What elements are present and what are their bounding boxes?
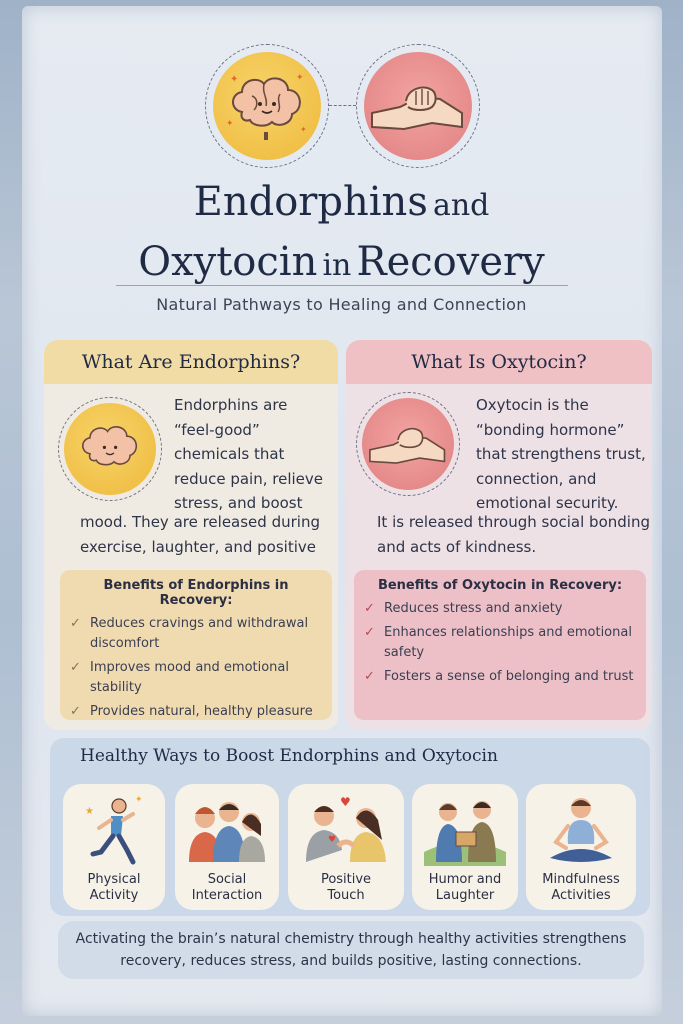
list-item xyxy=(364,599,636,619)
title-word: Endorphins xyxy=(193,179,428,225)
brain-icon xyxy=(58,397,162,501)
benefit-text: Improves mood and emotional stability xyxy=(90,660,289,695)
svg-text:✦: ✦ xyxy=(300,125,307,134)
benefits-title: Benefits of Oxytocin in Recovery: xyxy=(377,578,623,593)
oxytocin-heading: What Is Oxytocin? xyxy=(346,340,652,384)
list-item xyxy=(364,623,636,663)
oxytocin-description: Oxytocin is the “bonding hormone” that strengthens trust, connection, and emotional security. xyxy=(476,396,646,512)
activity-card-social xyxy=(175,784,279,910)
check-icon: ✓ xyxy=(70,616,81,631)
title-word: and xyxy=(432,188,490,223)
svg-text:✦: ✦ xyxy=(230,74,239,85)
activity-label: Physical Activity xyxy=(87,872,141,903)
hero-icons xyxy=(0,44,683,174)
meditation-icon xyxy=(538,792,624,868)
oxytocin-benefits xyxy=(354,570,646,720)
activity-card-touch xyxy=(288,784,404,910)
activity-label: Mindfulness Activities xyxy=(542,872,620,903)
title-word: Oxytocin xyxy=(138,239,318,285)
connector-line xyxy=(329,105,356,106)
brain-icon xyxy=(205,44,329,168)
handshake-icon xyxy=(356,392,460,496)
svg-text:♥: ♥ xyxy=(340,795,351,809)
benefit-text: Provides natural, healthy pleasure xyxy=(90,704,313,719)
list-item xyxy=(70,658,322,698)
divider xyxy=(116,285,568,286)
check-icon: ✓ xyxy=(364,669,375,684)
running-person-icon xyxy=(79,792,149,868)
svg-text:✦: ✦ xyxy=(135,795,143,805)
benefit-text: Enhances relationships and emotional safety xyxy=(384,625,632,660)
handshake-icon xyxy=(356,44,480,168)
svg-text:✦: ✦ xyxy=(296,73,304,83)
endorphins-description-cont: mood. They are released during exercise, laughter, and positive xyxy=(80,513,320,556)
holding-hands-icon xyxy=(298,792,394,868)
activity-card-physical xyxy=(63,784,165,910)
list-item xyxy=(70,702,322,722)
group-people-icon xyxy=(181,792,273,868)
endorphins-description: Endorphins are “feel-good” chemicals that reduce pain, relieve stress, and boost xyxy=(174,396,323,512)
svg-text:✦: ✦ xyxy=(226,119,234,129)
activity-card-humor xyxy=(412,784,518,910)
svg-text:♥: ♥ xyxy=(328,835,337,845)
boost-title: Healthy Ways to Boost Endorphins and Oxytocin xyxy=(80,746,498,766)
activity-label: Positive Touch xyxy=(320,872,372,903)
activity-label: Humor and Laughter xyxy=(428,872,502,903)
benefits-title: Benefits of Endorphins in Recovery: xyxy=(103,578,289,608)
page-subtitle: Natural Pathways to Healing and Connection xyxy=(156,295,527,314)
benefit-text: Reduces stress and anxiety xyxy=(384,601,563,616)
page-title xyxy=(0,176,683,296)
check-icon: ✓ xyxy=(364,625,375,640)
footer-text: Activating the brain’s natural chemistry through healthy activities strengthens recovery, reduces stress, and builds positive, lasting connections. xyxy=(58,921,644,979)
svg-text:★: ★ xyxy=(85,806,94,817)
title-word: Recovery xyxy=(356,239,545,285)
check-icon: ✓ xyxy=(364,601,375,616)
benefit-text: Reduces cravings and withdrawal discomfort xyxy=(90,616,309,651)
list-item xyxy=(364,667,636,687)
endorphins-benefits xyxy=(60,570,332,720)
title-word: in xyxy=(322,248,352,283)
check-icon: ✓ xyxy=(70,704,81,719)
check-icon: ✓ xyxy=(70,660,81,675)
list-item xyxy=(70,614,322,654)
oxytocin-description-cont: It is released through social bonding and acts of kindness. xyxy=(377,513,650,556)
activity-label: Social Interaction xyxy=(191,872,263,903)
benefit-text: Fosters a sense of belonging and trust xyxy=(384,669,634,684)
activity-card-mindfulness xyxy=(526,784,636,910)
two-people-laughing-icon xyxy=(422,792,508,868)
endorphins-heading: What Are Endorphins? xyxy=(44,340,338,384)
